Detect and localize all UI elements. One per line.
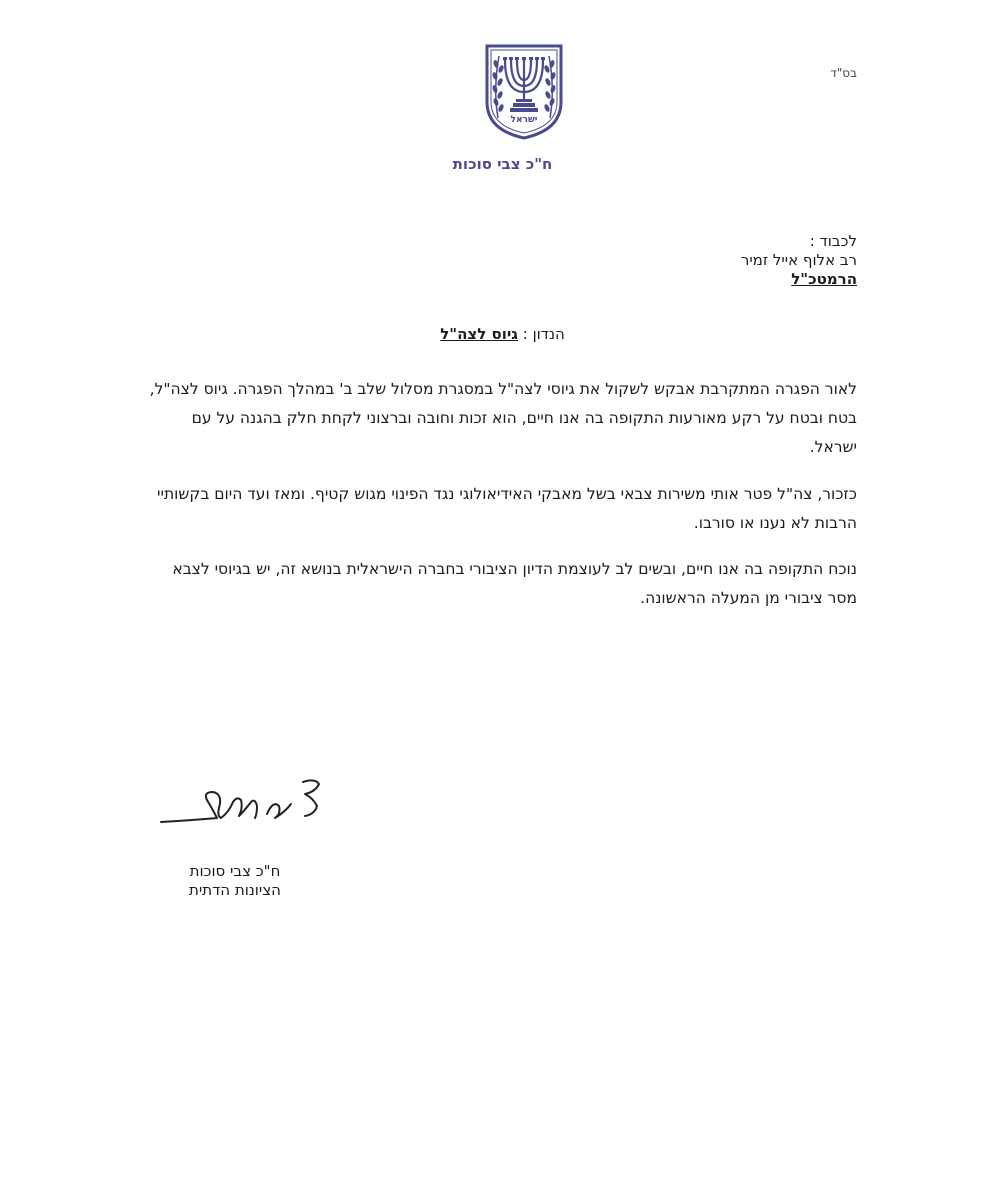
body-paragraph-3: נוכח התקופה בה אנו חיים, ובשים לב לעוצמת הדיון הציבורי בחברה הישראלית בנושא זה, יש בגיוסי לצבא מסר ציבורי מן המעלה הראשונה.: [172, 560, 857, 607]
signer-name: ח"כ צבי סוכות: [189, 862, 281, 880]
addressee-name: רב אלוף אייל זמיר: [740, 251, 857, 269]
addressee-salutation: לכבוד :: [809, 232, 857, 250]
signature-icon: [155, 770, 335, 832]
bsd-mark: בס"ד: [830, 66, 857, 80]
signer-party: הציונות הדתית: [189, 881, 281, 899]
subject-line: [0, 325, 1005, 343]
body-paragraph-2: כזכור, צה"ל פטר אותי משירות צבאי בשל מאבקי האידיאולוגי נגד הפינוי מגוש קטיף. ומאז ועד היום בקשותיי הרבות לא נענו או סורבו.: [157, 485, 857, 532]
letterhead-name: ח"כ צבי סוכות: [452, 155, 553, 173]
addressee-title: הרמטכ"ל: [791, 270, 857, 288]
menorah-emblem-icon: [484, 44, 564, 140]
handwritten-signature: [155, 770, 335, 832]
addressee-block: [741, 232, 857, 289]
signature-block: [170, 862, 300, 900]
emblem-label: ישראל: [510, 115, 538, 125]
subject-label: הנדון :: [522, 325, 565, 343]
body-paragraph-1: לאור הפגרה המתקרבת אבקש לשקול את גיוסי לצה"ל במסגרת מסלול שלב ב' במהלך הפגרה. גיוס לצה"ל, בטח ובטח על רקע מאורעות התקופה בה אנו חיים, הוא זכות וחובה וברצוני לקחת חלק בהגנה על עם ישראל.: [149, 380, 857, 456]
state-emblem: [484, 44, 564, 140]
subject-value: גיוס לצה"ל: [440, 325, 518, 343]
